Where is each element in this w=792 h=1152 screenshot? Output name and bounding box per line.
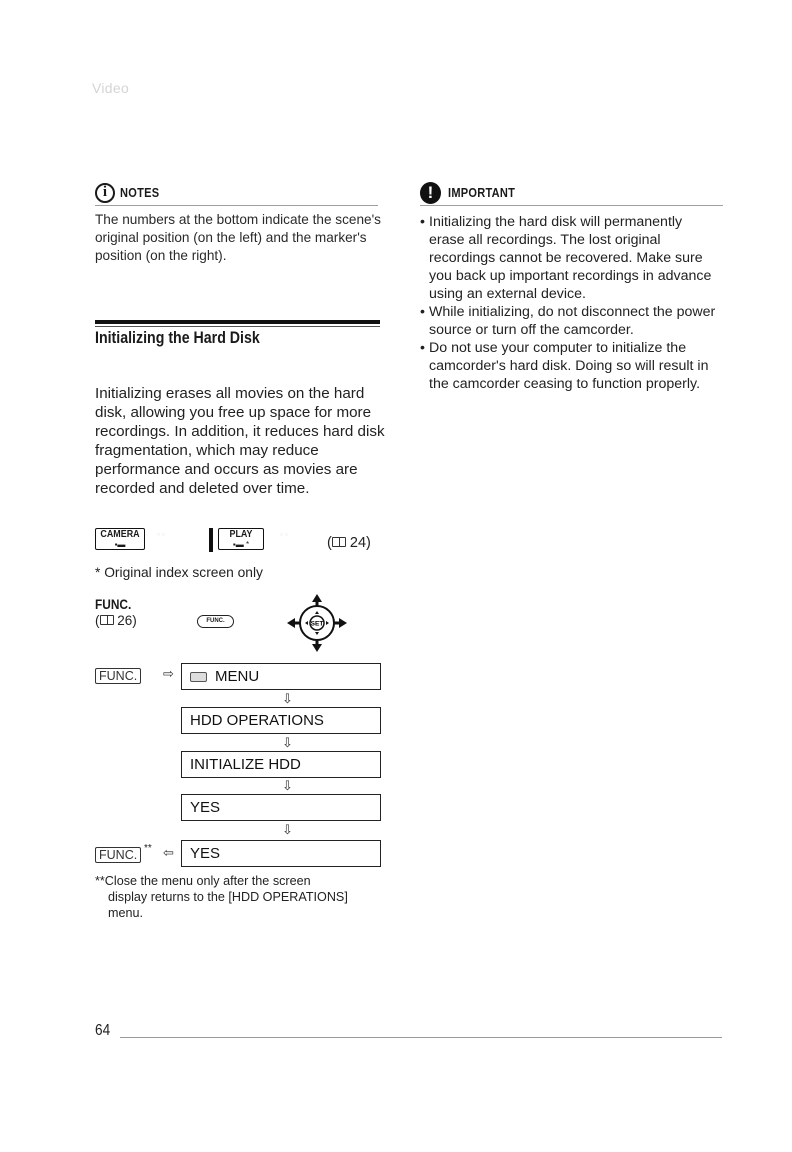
important-title: IMPORTANT xyxy=(448,185,516,200)
notes-title: NOTES xyxy=(120,185,160,200)
movie-camera-icon: ▪▬ xyxy=(114,540,126,549)
movie-camera-icon: ▪▬ * xyxy=(232,540,250,549)
flow-step-hdd-operations: HDD OPERATIONS xyxy=(181,707,381,734)
arrow-down-icon: ⇩ xyxy=(282,822,293,837)
arrow-right-icon: ⇨ xyxy=(163,666,174,681)
faint-mode-icon: ▫ ▫ xyxy=(157,530,165,539)
svg-text:SET: SET xyxy=(310,620,324,628)
func-page-reference: ( 26) xyxy=(95,613,137,628)
section-title: Initializing the Hard Disk xyxy=(95,329,260,347)
notes-body: The numbers at the bottom indicate the scene's original position (on the left) and the marker's position (on the right). xyxy=(95,212,381,263)
func-key-end: FUNC. xyxy=(95,847,141,863)
dpad-set-icon xyxy=(285,593,349,653)
arrow-left-icon: ⇦ xyxy=(163,845,174,860)
important-list xyxy=(420,213,720,393)
arrow-down-icon: ⇩ xyxy=(282,691,293,706)
section-intro: Initializing erases all movies on the hard disk, allowing you free up space for more recordings. In addition, it reduces hard disk fragmentation, which may reduce performance and occurs as movies are recorded and deleted over time. xyxy=(95,385,385,497)
flow-step-yes-confirm: YES xyxy=(181,840,381,867)
footer-rule xyxy=(120,1037,722,1038)
exclamation-icon: ! xyxy=(420,182,441,204)
func-title: FUNC. xyxy=(95,597,132,612)
important-heading xyxy=(420,180,723,206)
camera-mode-badge: CAMERA ▪▬ xyxy=(95,528,145,550)
title-rule xyxy=(95,320,380,324)
flow-step-yes: YES xyxy=(181,794,381,821)
double-asterisk: ** xyxy=(144,843,152,854)
info-icon: i xyxy=(95,183,115,203)
play-mode-badge: PLAY ▪▬ * xyxy=(218,528,264,550)
flow-footnote: **Close the menu only after the screen display returns to the [HDD OPERATIONS] menu. xyxy=(95,874,348,920)
flow-step-initialize-hdd: INITIALIZE HDD xyxy=(181,751,381,778)
notes-heading xyxy=(95,180,378,206)
mode-divider xyxy=(209,528,213,552)
func-button-icon: FUNC. xyxy=(197,615,234,628)
important-item: • While initializing, do not disconnect the power source or turn off the camcorder. xyxy=(420,303,720,339)
func-key-start: FUNC. xyxy=(95,668,141,684)
title-rule-thin xyxy=(95,326,380,327)
important-item: • Do not use your computer to initialize the camcorder's hard disk. Doing so will result in the camcorder ceasing to function properly. xyxy=(420,339,720,393)
important-item: • Initializing the hard disk will permanently erase all recordings. The lost original recordings cannot be recovered. Make sure you back up important recordings in advance using an external device. xyxy=(420,213,720,303)
faint-mode-icon: ▫ ▫ xyxy=(280,530,288,539)
section-label: Video xyxy=(92,80,130,96)
book-icon xyxy=(332,537,346,547)
mode-indicator-row xyxy=(95,528,385,556)
arrow-down-icon: ⇩ xyxy=(282,735,293,750)
book-icon xyxy=(100,615,114,625)
page-reference: ( 24) xyxy=(327,535,371,551)
flow-step-menu: MENU xyxy=(181,663,381,690)
menu-icon xyxy=(190,672,207,682)
page-number: 64 xyxy=(95,1022,111,1039)
mode-footnote: * Original index screen only xyxy=(95,565,263,580)
arrow-down-icon: ⇩ xyxy=(282,778,293,793)
